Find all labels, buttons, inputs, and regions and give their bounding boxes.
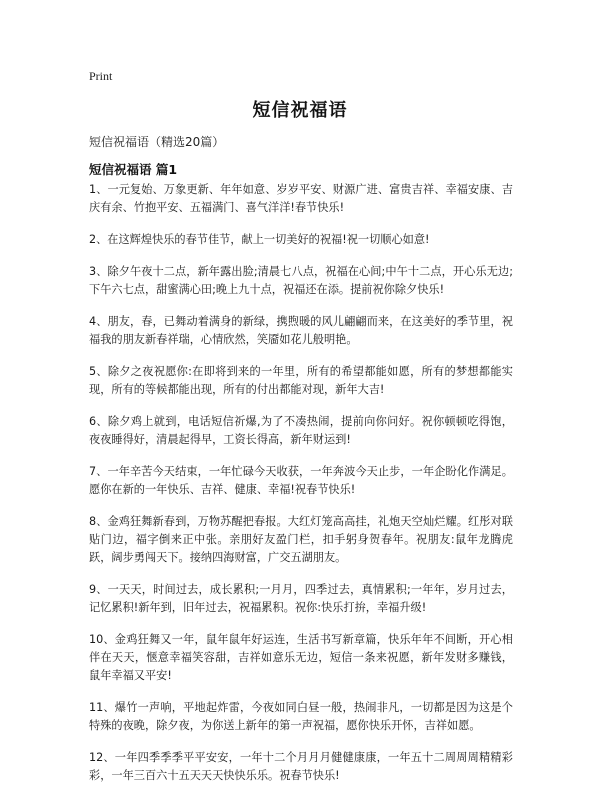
paragraph-12: 12、一年四季季季平平安安，一年十二个月月月健健康康，一年五十二周周周精精彩彩，一年三百六十五天天天快快乐乐。祝春节快乐! bbox=[89, 751, 513, 782]
print-label[interactable]: Print bbox=[89, 69, 113, 83]
paragraph-11: 11、爆竹一声响，平地起炸雷，今夜如同白昼一般，热闹非凡，一切都是因为这是个特殊的夜晚，除夕夜，为你送上新年的第一声祝福，愿你快乐开怀，吉祥如愿。 bbox=[89, 701, 513, 732]
paragraph-3: 3、除夕午夜十二点，新年露出脸;清晨七八点，祝福在心间;中午十二点，开心乐无边;下午六七点，甜蜜满心田;晚上九十点，祝福还在添。提前祝你除夕快乐! bbox=[89, 265, 513, 296]
paragraph-4: 4、朋友，春，已舞动着满身的新绿，携煦暖的风儿翩翩而来，在这美好的季节里，祝福我的朋友新春祥瑞，心情欣然，笑靥如花儿般明艳。 bbox=[89, 315, 513, 346]
document-body bbox=[89, 181, 513, 799]
document-subtitle: 短信祝福语（精选20篇） bbox=[89, 135, 225, 149]
paragraph-1: 1、一元复始、万象更新、年年如意、岁岁平安、财源广进、富贵吉祥、幸福安康、吉庆有余、竹抱平安、五福满门、喜气洋洋!春节快乐! bbox=[89, 183, 513, 214]
page-title: 短信祝福语 bbox=[252, 100, 348, 121]
paragraph-9: 9、一天天，时间过去，成长累积;一月月，四季过去，真情累积;一年年，岁月过去，记忆累积!新年到，旧年过去，祝福累积。祝你:快乐打拚，幸福升级! bbox=[89, 583, 513, 614]
paragraph-5: 5、除夕之夜祝愿你:在即将到来的一年里，所有的希望都能如愿，所有的梦想都能实现，所有的等候都能出现，所有的付出都能对现，新年大吉! bbox=[89, 365, 513, 396]
paragraph-7: 7、一年辛苦今天结束，一年忙碌今天收获，一年奔波今天止步，一年企盼化作满足。愿你在新的一年快乐、吉祥、健康、幸福!祝春节快乐! bbox=[89, 465, 513, 496]
section-heading: 短信祝福语 篇1 bbox=[89, 162, 178, 177]
paragraph-6: 6、除夕鸡上就到，电话短信祈爆,为了不凑热闹，提前向你问好。祝你顿顿吃得饱，夜夜睡得好，清晨起得早，工资长得高，新年财运到! bbox=[89, 415, 513, 446]
paragraph-8: 8、金鸡狂舞新春到，万物苏醒把春报。大红灯笼高高挂，礼炮天空灿烂耀。红彤对联贴门边，福字倒来正中张。亲朋好友盈门栏，扣手躬身贺春年。祝朋友:鼠年龙腾虎跃，阔步勇闯天下。接纳四海财富，广交五湖朋友。 bbox=[89, 515, 513, 564]
paragraph-2: 2、在这辉煌快乐的春节佳节，献上一切美好的祝福!祝一切顺心如意! bbox=[89, 233, 430, 246]
paragraph-10: 10、金鸡狂舞又一年，鼠年鼠年好运连，生活书写新章篇，快乐年年不间断，开心相伴在天天，惬意幸福笑容甜，吉祥如意乐无边，短信一条来祝愿，新年发财多赚钱，鼠年幸福又平安! bbox=[89, 633, 513, 682]
